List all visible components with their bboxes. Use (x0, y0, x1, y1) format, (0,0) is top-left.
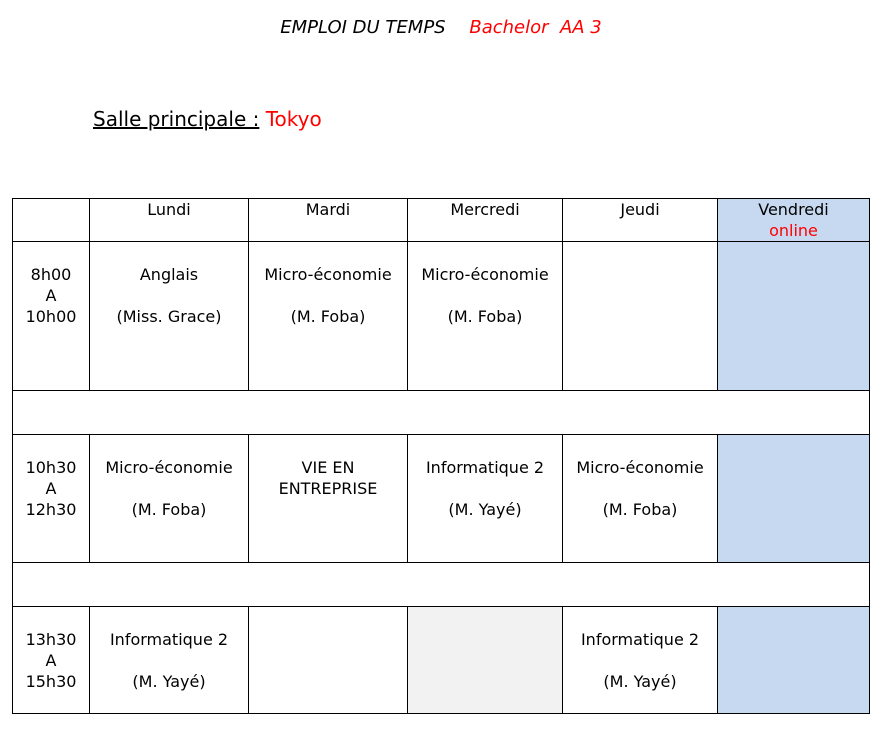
room-label: Salle principale : (93, 107, 260, 131)
lesson-cell-tuesday (249, 242, 408, 391)
lesson-subject: Micro-économie (264, 265, 392, 284)
lesson-subject: Micro-économie (421, 265, 549, 284)
time-cell (13, 607, 90, 714)
lesson-subject: Micro-économie (576, 458, 704, 477)
day-label: Jeudi (620, 200, 660, 219)
lesson-teacher: (Miss. Grace) (116, 307, 222, 326)
lesson-teacher: (M. Yayé) (603, 672, 677, 691)
lesson-cell-wednesday (408, 435, 563, 563)
lesson-teacher: (M. Foba) (447, 307, 523, 326)
empty-lesson-cell-friday (718, 607, 870, 714)
empty-lesson-cell-friday (718, 435, 870, 563)
day-label: Lundi (147, 200, 191, 219)
lesson-subject: Informatique 2 (580, 630, 700, 649)
time-slot-row (13, 435, 870, 563)
slot-separator: A (45, 651, 57, 670)
lesson-cell-monday (90, 242, 249, 391)
lesson-cell-thursday (563, 435, 718, 563)
day-label: Mercredi (450, 200, 520, 219)
corner-cell (13, 199, 90, 242)
empty-lesson-cell-thursday (563, 242, 718, 391)
day-header-tuesday (249, 199, 408, 242)
day-label: Vendredi (758, 200, 829, 219)
program-name: Bachelor AA 3 (469, 17, 602, 38)
empty-lesson-cell-tuesday (249, 607, 408, 714)
lesson-subject: Informatique 2 (109, 630, 229, 649)
time-slot-row (13, 242, 870, 391)
lesson-cell-monday (90, 435, 249, 563)
day-header-monday (90, 199, 249, 242)
day-header-thursday (563, 199, 718, 242)
day-header-friday (718, 199, 870, 242)
time-slot-row (13, 607, 870, 714)
lesson-teacher: (M. Foba) (290, 307, 366, 326)
lesson-cell-wednesday (408, 242, 563, 391)
lesson-subject: Anglais (139, 265, 199, 284)
slot-start-time: 13h30 (25, 630, 77, 649)
slot-start-time: 10h30 (25, 458, 77, 477)
lesson-cell-thursday (563, 607, 718, 714)
online-note: online (769, 221, 818, 240)
break-row (13, 391, 870, 435)
slot-end-time: 10h00 (25, 307, 77, 326)
lesson-teacher: (M. Foba) (602, 500, 678, 519)
header-row (13, 199, 870, 242)
room-line (93, 106, 322, 132)
lesson-teacher: (M. Yayé) (132, 672, 206, 691)
title-text: EMPLOI DU TEMPS (280, 17, 446, 38)
empty-lesson-cell-wednesday (408, 607, 563, 714)
slot-end-time: 12h30 (25, 500, 77, 519)
timetable (12, 198, 870, 714)
lesson-cell-monday (90, 607, 249, 714)
slot-separator: A (45, 286, 57, 305)
break-cell (13, 563, 870, 607)
slot-end-time: 15h30 (25, 672, 77, 691)
break-cell (13, 391, 870, 435)
room-value: Tokyo (265, 107, 322, 131)
lesson-subject: Informatique 2 (425, 458, 545, 477)
slot-separator: A (45, 479, 57, 498)
time-cell (13, 242, 90, 391)
lesson-cell-tuesday (249, 435, 408, 563)
lesson-subject: VIE EN ENTREPRISE (278, 458, 378, 498)
slot-start-time: 8h00 (30, 265, 72, 284)
time-cell (13, 435, 90, 563)
break-row (13, 563, 870, 607)
document-title (0, 17, 882, 39)
lesson-subject: Micro-économie (105, 458, 233, 477)
lesson-teacher: (M. Yayé) (448, 500, 522, 519)
day-header-wednesday (408, 199, 563, 242)
empty-lesson-cell-friday (718, 242, 870, 391)
lesson-teacher: (M. Foba) (131, 500, 207, 519)
day-label: Mardi (305, 200, 351, 219)
